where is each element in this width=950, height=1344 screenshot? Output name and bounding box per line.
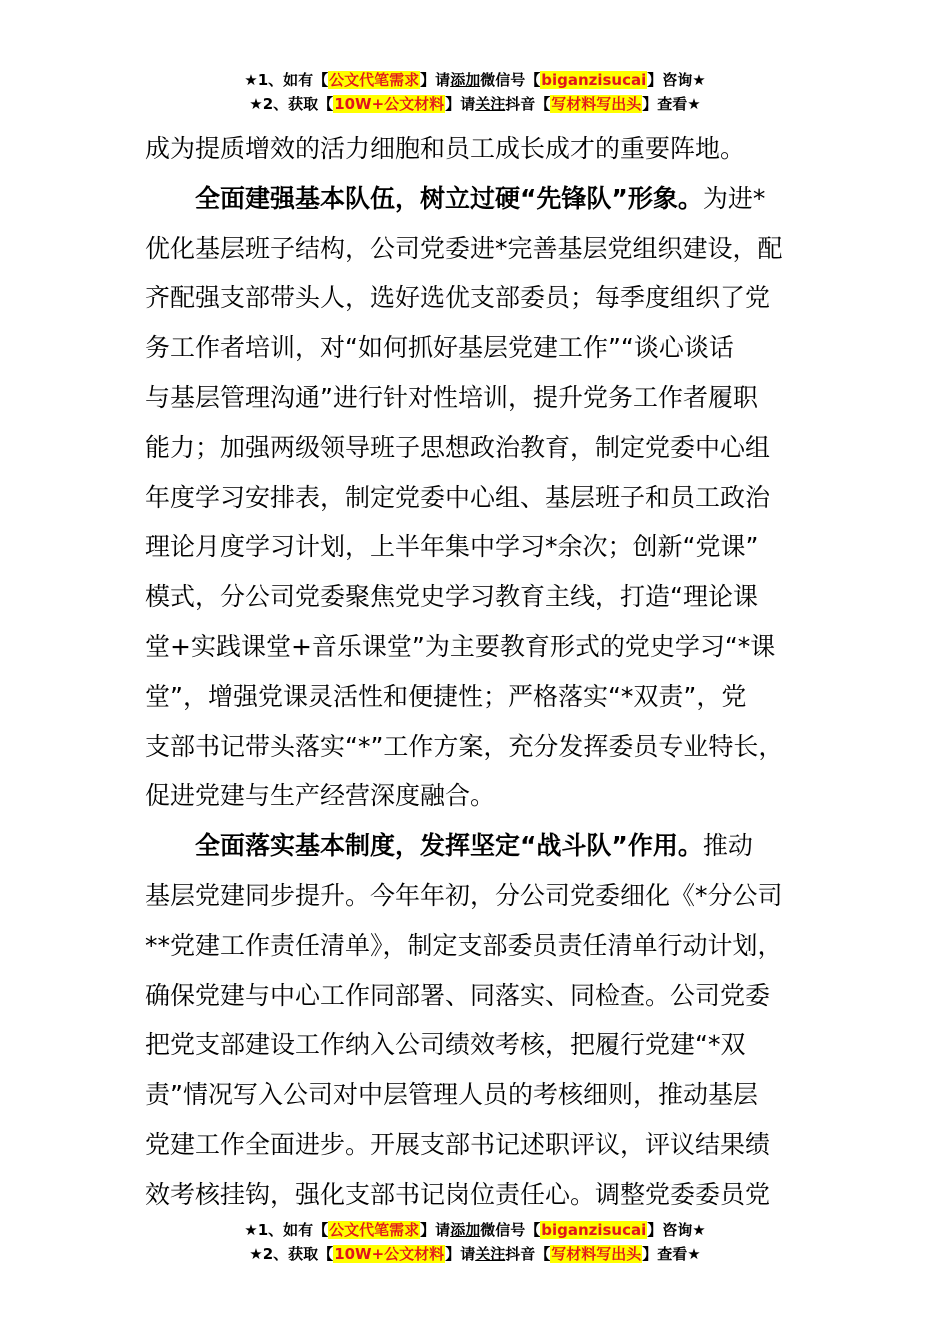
paragraph-first-line: 全面落实基本制度，发挥坚定“战斗队”作用。推动: [195, 831, 753, 861]
text-line: 年度学习安排表，制定党委中心组、基层班子和员工政治: [145, 482, 771, 512]
text-line: 务工作者培训，对“如何抓好基层党建工作”“谈心谈话: [145, 333, 734, 363]
banner-line-2: ★2、获取【10W+公文材料】请关注抖音【写材料写出头】查看★: [249, 95, 701, 113]
highlight-douyin: 写材料写出头: [551, 1245, 642, 1263]
text-line: 成为提质增效的活力细胞和员工成长成才的重要阵地。: [145, 134, 746, 163]
banner-line-2: ★2、获取【10W+公文材料】请关注抖音【写材料写出头】查看★: [249, 1245, 701, 1263]
text-line: 效考核挂钩，强化支部书记岗位责任心。调整党委委员党: [145, 1179, 771, 1209]
highlight-materials: 10W+公文材料: [334, 1245, 445, 1263]
document-body: [145, 124, 835, 1220]
text-line: 确保党建与中心工作同部署、同落实、同检查。公司党委: [145, 980, 771, 1010]
text-line: 支部书记带头落实“*”工作方案，充分发挥委员专业特长，: [145, 731, 784, 761]
text-line: 齐配强支部带头人，选好选优支部委员；每季度组织了党: [145, 283, 771, 313]
text-line: 堂”，增强党课灵活性和便捷性；严格落实“*双责”，党: [145, 681, 747, 711]
banner-line-1: ★1、如有【公文代笔需求】请添加微信号【biganzisucai】咨询★: [244, 1221, 706, 1239]
text-line: 把党支部建设工作纳入公司绩效考核，把履行党建“*双: [145, 1030, 746, 1060]
header-banner: [0, 68, 950, 116]
text-line: 责”情况写入公司对中层管理人员的考核细则，推动基层: [145, 1080, 758, 1110]
text-line: 党建工作全面进步。开展支部书记述职评议，评议结果绩: [145, 1129, 771, 1159]
text-line: **党建工作责任清单》，制定支部委员责任清单行动计划，: [145, 930, 783, 960]
text-line: 促进党建与生产经营深度融合。: [145, 781, 496, 811]
text-line: 能力；加强两级领导班子思想政治教育，制定党委中心组: [145, 432, 771, 462]
paragraph-heading: 全面落实基本制度，发挥坚定“战斗队”作用。: [195, 831, 703, 861]
highlight-wechat-id: biganzisucai: [541, 71, 647, 89]
banner-line-1: ★1、如有【公文代笔需求】请添加微信号【biganzisucai】咨询★: [244, 71, 706, 89]
text-line: 与基层管理沟通”进行针对性培训，提升党务工作者履职: [145, 382, 758, 412]
text-line: 基层党建同步提升。今年年初，分公司党委细化《*分公司: [145, 880, 783, 910]
highlight-ghostwriting: 公文代笔需求: [329, 71, 420, 89]
highlight-ghostwriting: 公文代笔需求: [329, 1221, 420, 1239]
paragraph-heading: 全面建强基本队伍，树立过硬“先锋队”形象。: [195, 183, 703, 213]
text-line: 堂+实践课堂+音乐课堂”为主要教育形式的党史学习“*课: [145, 631, 776, 661]
text-line: 优化基层班子结构，公司党委进*完善基层党组织建设，配: [145, 233, 783, 263]
highlight-douyin: 写材料写出头: [551, 95, 642, 113]
highlight-materials: 10W+公文材料: [334, 95, 445, 113]
text-line: 模式，分公司党委聚焦党史学习教育主线，打造“理论课: [145, 582, 758, 612]
text-line: 理论月度学习计划，上半年集中学习*余次；创新“党课”: [145, 532, 759, 562]
footer-banner: [0, 1218, 950, 1266]
paragraph-first-line: 全面建强基本队伍，树立过硬“先锋队”形象。为进*: [195, 183, 766, 213]
highlight-wechat-id: biganzisucai: [541, 1221, 647, 1239]
